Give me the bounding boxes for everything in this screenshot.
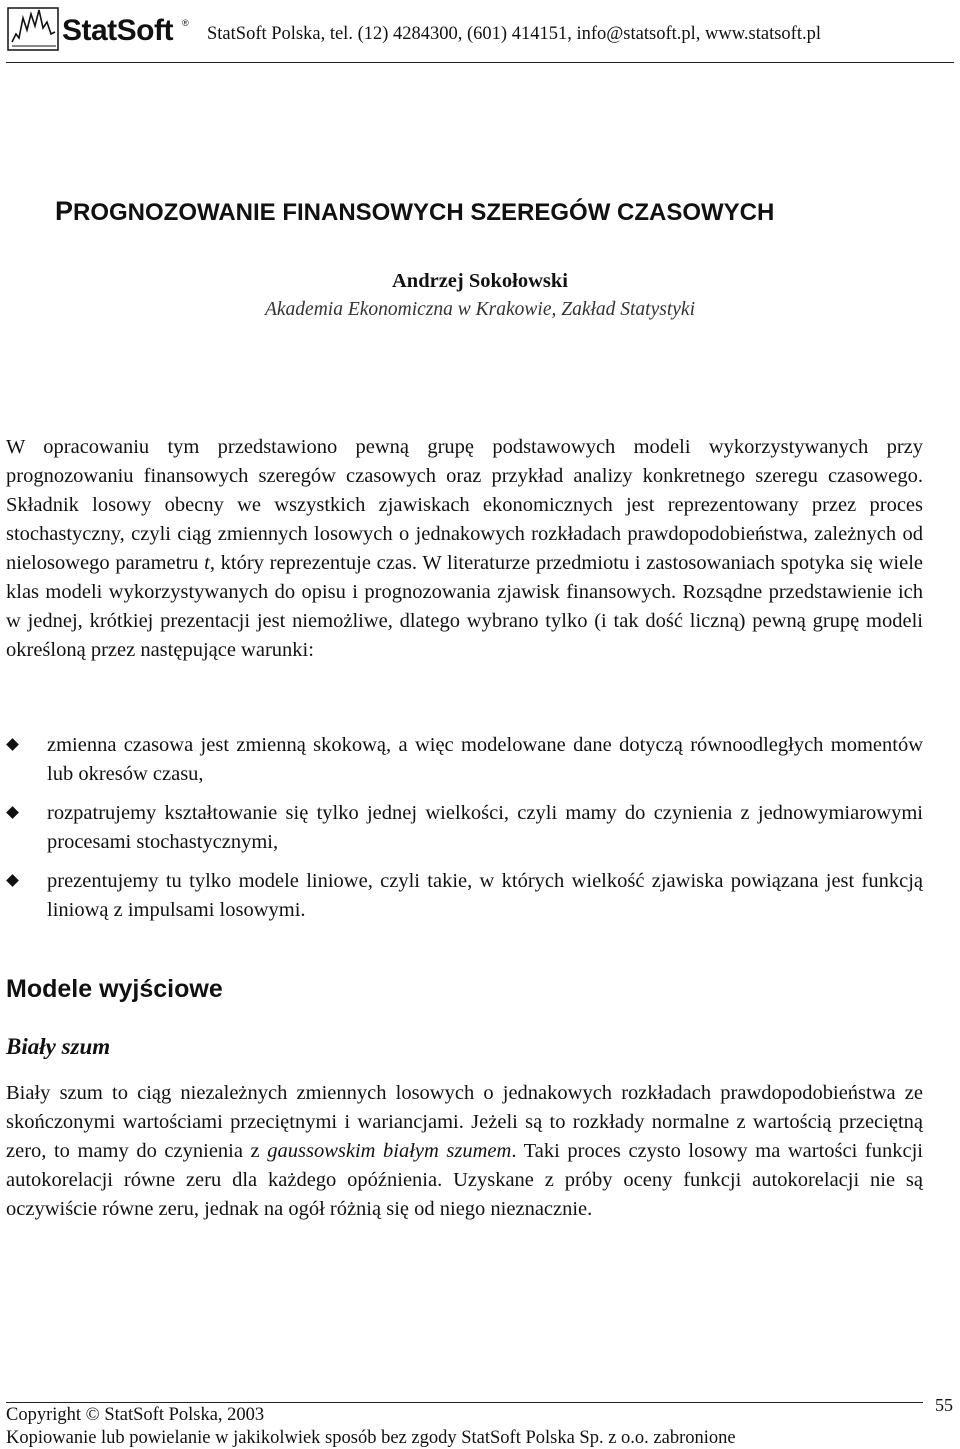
page-header xyxy=(0,0,960,66)
paragraph-part-a: Biały szum to ciąg niezależnych zmiennych losowych o jednakowych rozkładach prawdopodobieństwa ze skończonymi wartościami przeciętnymi i wariancjami. Jeżeli są to rozkłady normalne z wartością przeciętną zero, to mamy do czynienia z xyxy=(6,1082,923,1162)
abstract-t-symbol: t xyxy=(204,552,210,574)
list-item-text: zmienna czasowa jest zmienną skokową, a więc modelowane dane dotyczą równoodległych momentów lub okresów czasu, xyxy=(47,734,923,785)
footer-divider xyxy=(6,1402,923,1403)
footer-copy-notice: Kopiowanie lub powielanie w jakikolwiek sposób bez zgody StatSoft Polska Sp. z o.o. zabronione xyxy=(6,1428,736,1448)
diamond-bullet-icon xyxy=(6,806,19,819)
section-heading: Modele wyjściowe xyxy=(6,975,223,1003)
list-item xyxy=(6,799,923,857)
subsection-heading: Biały szum xyxy=(6,1034,111,1059)
registered-mark: ® xyxy=(182,18,189,28)
conditions-list xyxy=(6,731,923,935)
abstract-part-3: , który reprezentuje czas. W literaturze przedmiotu i zastosowaniach spotyka się wiele klas modeli wykorzystywanych do opisu i prognozowania zjawisk finansowych. Rozsądne przedstawienie ich w jednej, krótkiej prezentacji jest niemożliwe, dlatego wybrano tylko (i tak dość liczną) pewną grupę modeli określoną przez następujące warunki: xyxy=(6,552,923,661)
paragraph-part-b: . Taki proces czysto losowy ma wartości funkcji autokorelacji równe zeru dla każdego opóźnienia. Uzyskane z próby oceny funkcji autokorelacji nie są oczywiście równe zeru, jednak na ogół różnią się od niego nieznacznie. xyxy=(6,1140,923,1220)
author-name: Andrzej Sokołowski xyxy=(392,270,568,292)
title-initial: P xyxy=(55,196,74,226)
document-title xyxy=(55,196,774,227)
page-number: 55 xyxy=(935,1395,953,1415)
diamond-bullet-icon xyxy=(6,738,19,751)
white-noise-paragraph xyxy=(6,1079,923,1224)
abstract-part-1: W opracowaniu tym przedstawiono pewną grupę podstawowych modeli wykorzystywanych przy prognozowaniu finansowych szeregów czasowych oraz przykład analizy konkretnego szeregu czasowego. xyxy=(6,436,923,487)
header-divider xyxy=(6,62,954,63)
logo-wordmark: StatSoft xyxy=(62,14,173,47)
diamond-bullet-icon xyxy=(6,874,19,887)
title-rest: ROGNOZOWANIE FINANSOWYCH SZEREGÓW CZASOWYCH xyxy=(73,199,775,226)
list-item xyxy=(6,731,923,789)
abstract-part-2: Składnik losowy obecny we wszystkich zjawiskach ekonomicznych jest reprezentowany przez proces stochastyczny, czyli ciąg zmiennych losowych o jednakowych rozkładach prawdopodobieństwa, zależnych od nielosowego parametru xyxy=(6,494,923,574)
author-affiliation: Akademia Ekonomiczna w Krakowie, Zakład Statystyki xyxy=(264,299,695,320)
footer-copyright: Copyright © StatSoft Polska, 2003 xyxy=(6,1405,265,1425)
paragraph-italic-term: gaussowskim białym szumem xyxy=(267,1140,512,1162)
list-item-text: prezentujemy tu tylko modele liniowe, czyli takie, w których wielkość zjawiska powiązana jest funkcją liniową z impulsami losowymi. xyxy=(47,870,923,921)
list-item xyxy=(6,867,923,925)
abstract-paragraph xyxy=(6,433,923,665)
header-contact-info: StatSoft Polska, tel. (12) 4284300, (601) 414151, info@statsoft.pl, www.statsoft.pl xyxy=(207,24,821,44)
list-item-text: rozpatrujemy kształtowanie się tylko jednej wielkości, czyli mamy do czynienia z jednowymiarowymi procesami stochastycznymi, xyxy=(47,802,923,853)
